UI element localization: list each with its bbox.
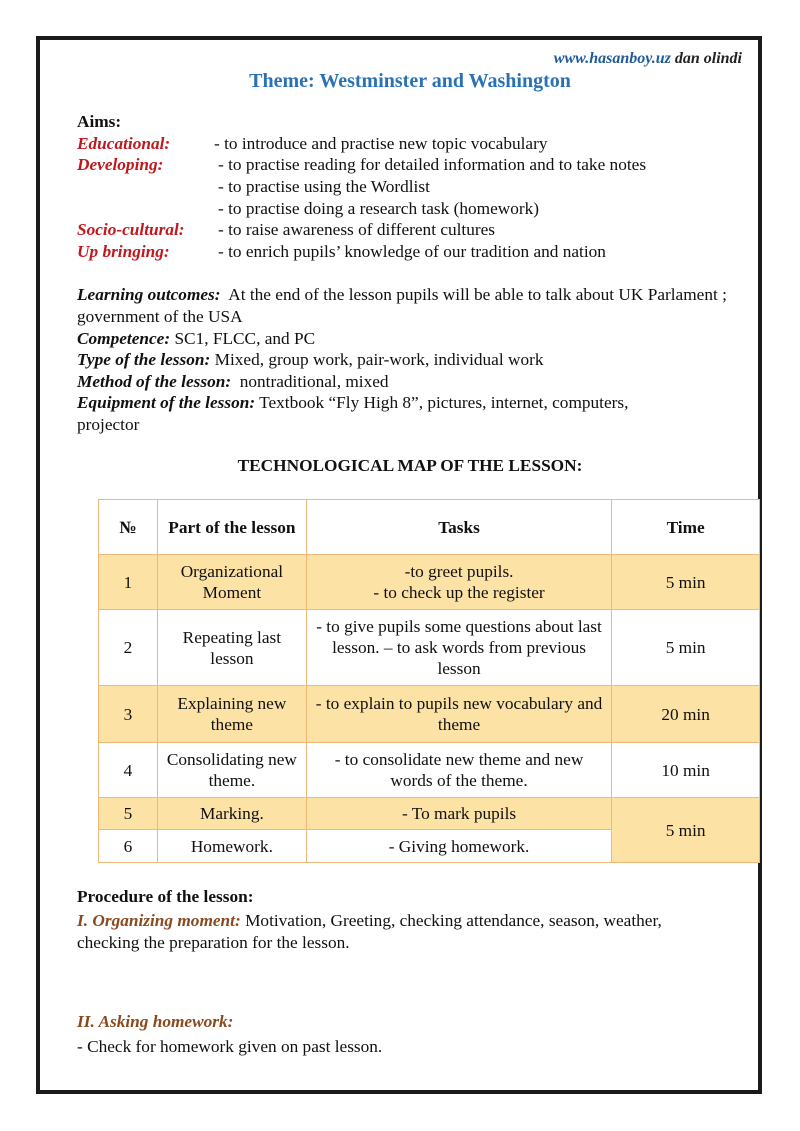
learning-outcomes-label: Learning outcomes:	[77, 285, 221, 304]
cell-tasks: - to explain to pupils new vocabulary and theme	[306, 686, 611, 743]
cell-tasks: - to give pupils some questions about last lesson. – to ask words from previous lesson	[306, 610, 611, 686]
aim-text: - to introduce and practise new topic vocabulary	[214, 134, 548, 153]
tech-map-title: TECHNOLOGICAL MAP OF THE LESSON:	[237, 456, 583, 475]
procedure-section-2-label	[77, 1011, 737, 1033]
aim-text: - to raise awareness of different cultures	[218, 220, 496, 239]
aim-text: - to practise reading for detailed information and to take notes	[218, 155, 647, 174]
cell-num: 2	[99, 610, 158, 686]
cell-num: 3	[99, 686, 158, 743]
cell-time: 5 min	[612, 555, 760, 610]
cell-tasks: - Giving homework.	[306, 830, 611, 863]
competence-text: SC1, FLCC, and PC	[174, 329, 316, 348]
cell-time: 5 min	[612, 610, 760, 686]
header-part: Part of the lesson	[157, 500, 306, 555]
cell-tasks: - to consolidate new theme and new words of the theme.	[306, 743, 611, 798]
aim-text: - to practise using the Wordlist	[218, 177, 430, 196]
lesson-method	[77, 371, 737, 393]
cell-part: Marking.	[157, 798, 306, 830]
section-1-text: Motivation, Greeting, checking attendance, season, weather, checking the preparation for the lesson.	[77, 911, 662, 952]
learning-outcomes	[77, 284, 737, 327]
lesson-type	[77, 349, 737, 371]
page-title: Theme: Westminster and Washington	[249, 70, 571, 92]
procedure-section-2-text: - Check for homework given on past lesson.	[77, 1037, 383, 1056]
aim-text: - to enrich pupils’ knowledge of our tradition and nation	[218, 242, 606, 261]
cell-part: Homework.	[157, 830, 306, 863]
table-row	[99, 743, 760, 798]
cell-num: 1	[99, 555, 158, 610]
cell-part: Organizational Moment	[157, 555, 306, 610]
cell-time: 5 min	[612, 798, 760, 863]
aim-label: Socio-cultural:	[77, 220, 185, 239]
procedure-section-1	[77, 910, 727, 953]
table-row	[99, 686, 760, 743]
cell-tasks: -to greet pupils. - to check up the register	[306, 555, 611, 610]
lesson-type-label: Type of the lesson:	[77, 350, 211, 369]
table-row	[99, 798, 760, 830]
lesson-equipment	[77, 392, 687, 435]
source-suffix: dan olindi	[670, 50, 742, 67]
cell-part: Explaining new theme	[157, 686, 306, 743]
cell-part: Consolidating new theme.	[157, 743, 306, 798]
procedure-heading: Procedure of the lesson:	[77, 887, 254, 906]
source-note	[554, 50, 742, 68]
competence	[77, 328, 737, 350]
aim-text: - to practise doing a research task (homework)	[218, 199, 540, 218]
header-num: №	[99, 500, 158, 555]
lesson-method-label: Method of the lesson:	[77, 372, 232, 391]
cell-num: 4	[99, 743, 158, 798]
cell-num: 6	[99, 830, 158, 863]
header-time: Time	[612, 500, 760, 555]
lesson-method-text: nontraditional, mixed	[239, 372, 389, 391]
lesson-equipment-label: Equipment of the lesson:	[77, 393, 256, 412]
cell-part: Repeating last lesson	[157, 610, 306, 686]
cell-time: 10 min	[612, 743, 760, 798]
table-row	[99, 610, 760, 686]
header-tasks: Tasks	[306, 500, 611, 555]
competence-label: Competence:	[77, 329, 171, 348]
lesson-equipment-text: Textbook “Fly High 8”, pictures, internet, computers, projector	[77, 393, 629, 434]
table-header-row	[99, 500, 760, 555]
section-1-label: I. Organizing moment:	[77, 911, 241, 930]
section-2-label: II. Asking homework:	[77, 1012, 234, 1031]
aims-heading: Aims:	[77, 112, 122, 131]
cell-time: 20 min	[612, 686, 760, 743]
table-row	[99, 555, 760, 610]
cell-num: 5	[99, 798, 158, 830]
source-site[interactable]: www.hasanboy.uz	[553, 50, 671, 67]
cell-tasks: - To mark pupils	[306, 798, 611, 830]
tech-map-table	[98, 499, 760, 863]
aim-label: Educational:	[77, 134, 171, 153]
learning-outcomes-text: At the end of the lesson pupils will be able to talk about UK Parlament ; government of the USA	[77, 285, 727, 326]
lesson-type-text: Mixed, group work, pair-work, individual work	[214, 350, 544, 369]
aim-label: Up bringing:	[77, 242, 170, 261]
aim-label: Developing:	[77, 155, 164, 174]
